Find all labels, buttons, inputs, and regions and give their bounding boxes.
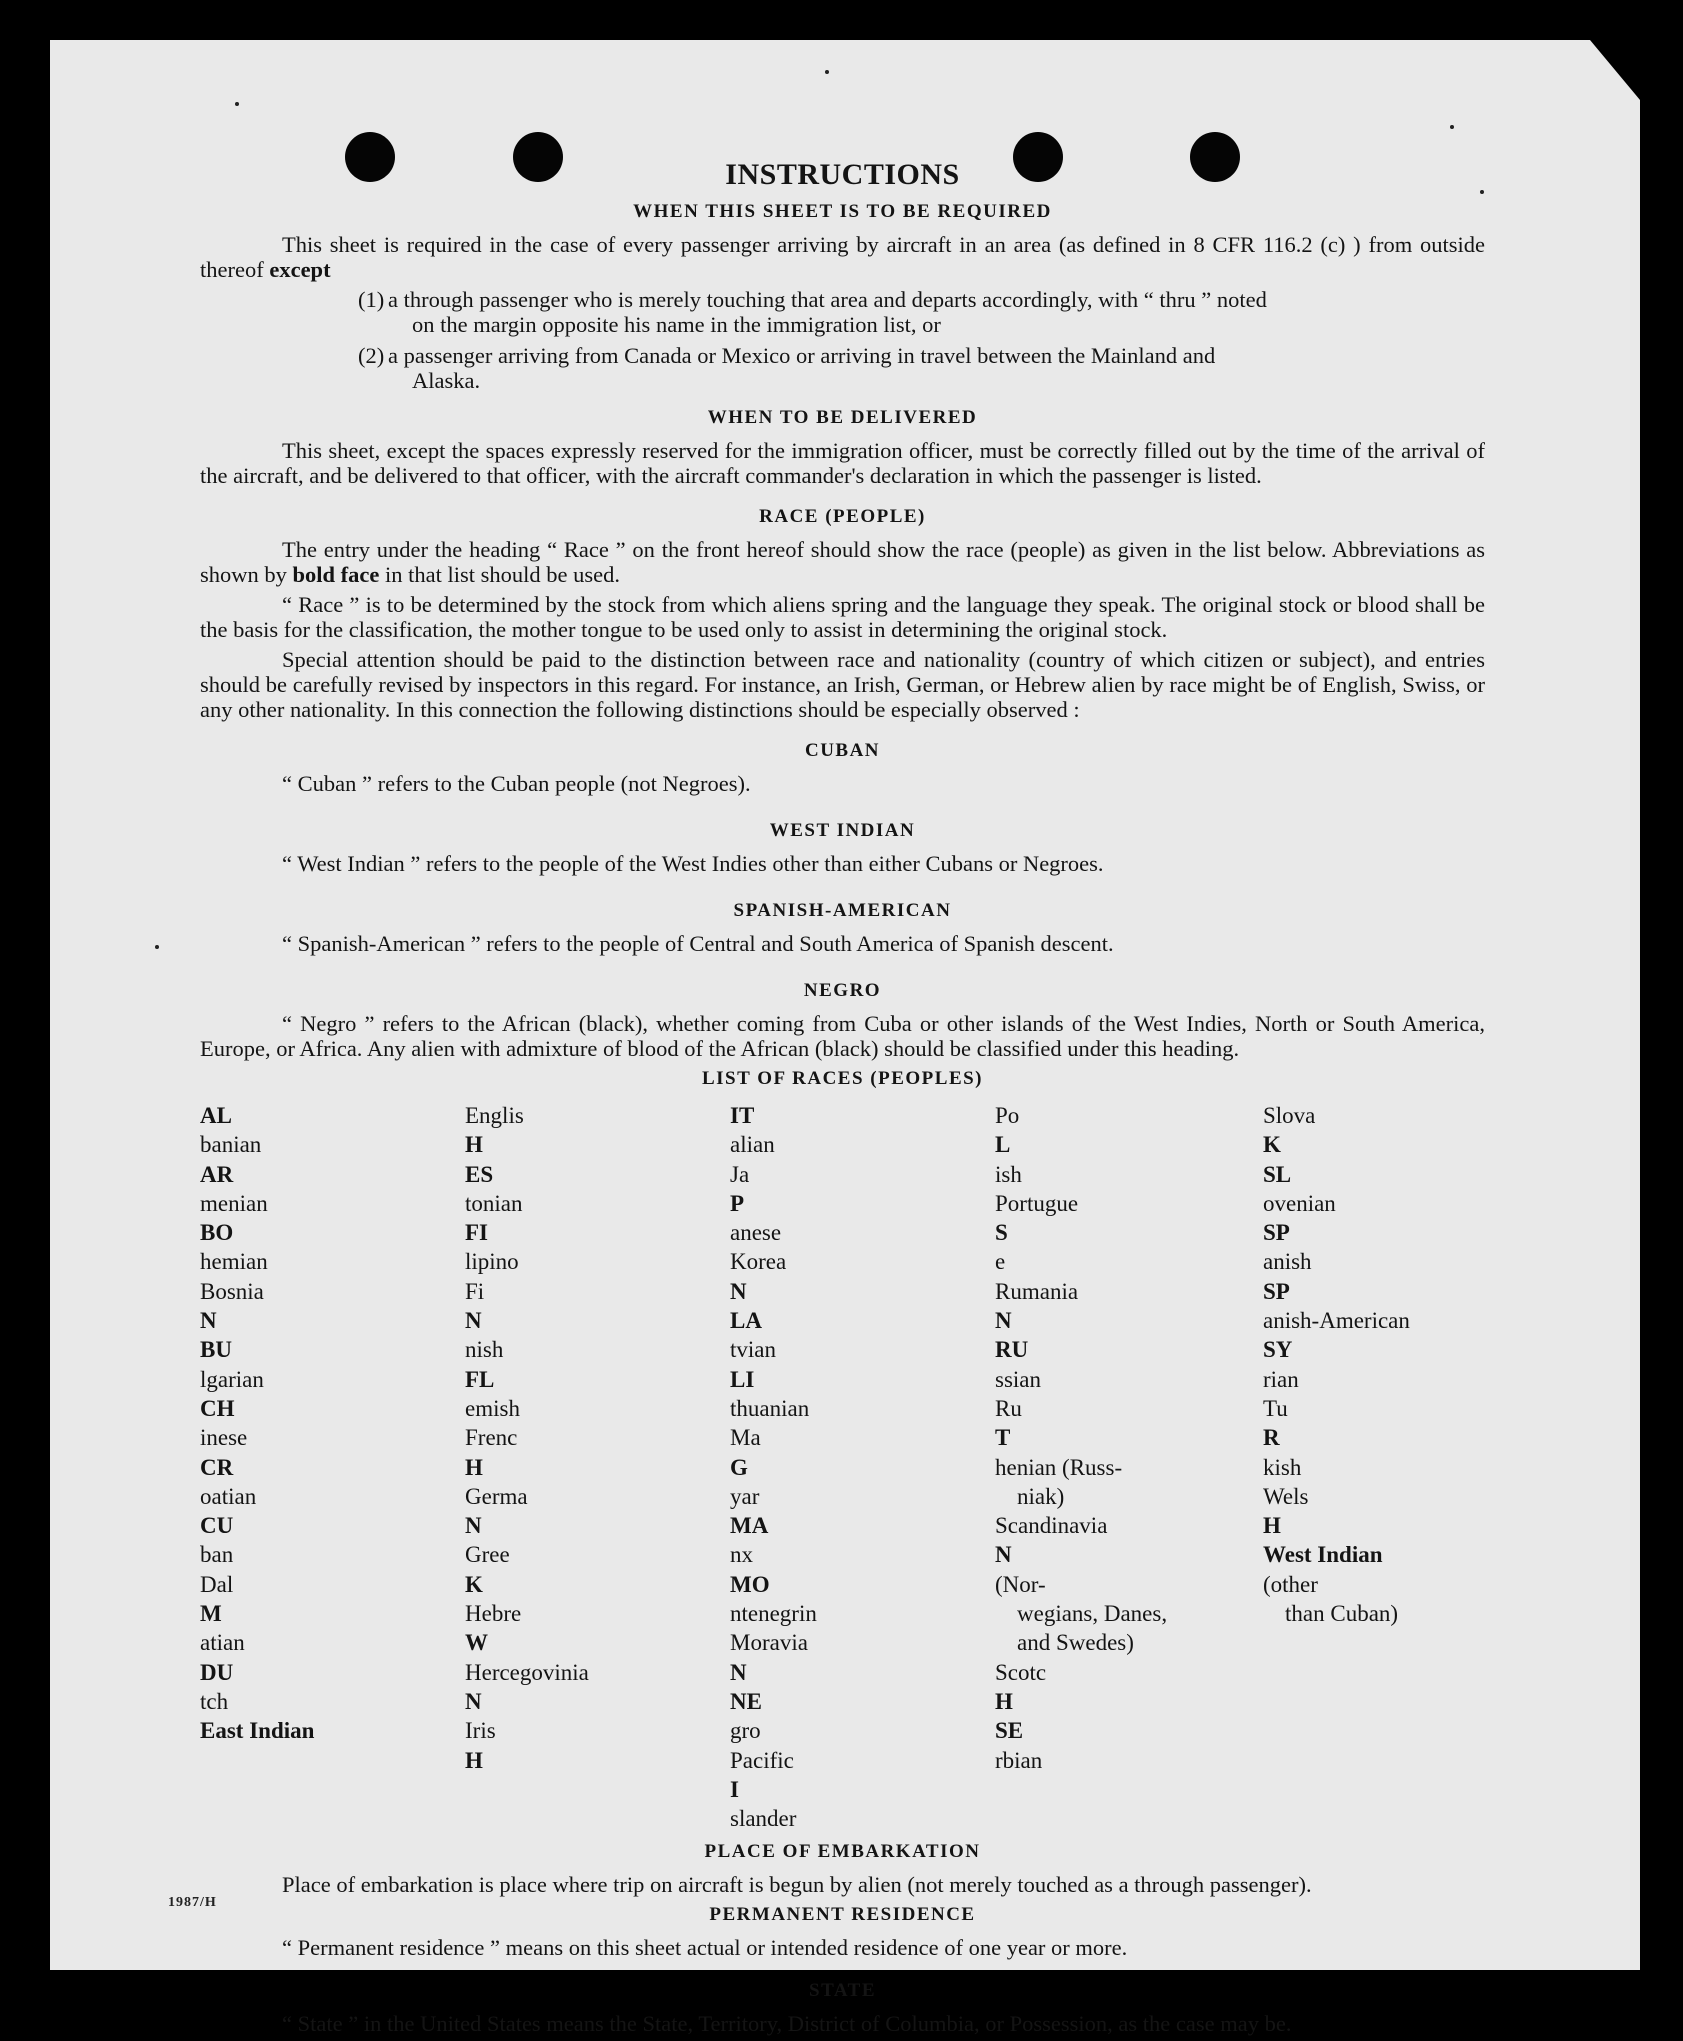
race-entry: Korea N: [730, 1249, 787, 1304]
section-heading: WEST INDIAN: [769, 820, 916, 841]
race-entry: AR menian: [200, 1161, 268, 1216]
section-heading: PERMANENT RESIDENCE: [709, 1904, 976, 1926]
race-entry: Ja P anese: [730, 1161, 782, 1246]
race-entry: Germa N: [465, 1483, 528, 1539]
race-entry: Fi N nish: [465, 1278, 504, 1363]
section-heading: SPANISH-AMERICAN: [733, 900, 952, 921]
paragraph: Special attention should be paid to the distinction between race and nationality (country of which citizen or subject), and entries should be carefully revised by inspectors in this regard. For instance, an Irish, German, or Hebrew alien by race might be of English, Swiss, or any other nationality. In this connection the following distinctions should be especially observed :: [200, 647, 1485, 722]
races-list: [200, 1101, 1485, 1833]
race-entry: CH inese: [200, 1395, 248, 1451]
race-entry: Portugue S e: [995, 1190, 1079, 1275]
race-entry: Iris H: [465, 1718, 496, 1773]
race-entry: than Cuban): [1285, 1601, 1399, 1627]
page-title: INSTRUCTIONS: [725, 158, 960, 191]
race-entry: Dal M atian: [200, 1571, 245, 1656]
section-heading: RACE (PEOPLE): [759, 506, 926, 527]
race-entry: Scandinavia N (Nor-: [995, 1513, 1108, 1597]
race-entry: FL emish: [465, 1366, 520, 1421]
races-column: [1263, 1101, 1485, 1833]
race-entry: SE rbian: [995, 1718, 1043, 1773]
race-entry: Tu R kish: [1263, 1395, 1302, 1480]
race-entry: East Indian: [200, 1718, 315, 1744]
race-entry: SL ovenian: [1263, 1161, 1336, 1216]
race-entry: Hercegovinia N: [465, 1659, 589, 1714]
paragraph: This sheet, except the spaces expressly reserved for the immigration officer, must be correctly filled out by the time of the arrival of the aircraft, and be delivered to that officer, with the aircraft commander's declaration in which the passenger is listed.: [200, 438, 1485, 488]
paragraph: “ Race ” is to be determined by the stock from which aliens spring and the language they speak. The original stock or blood shall be the basis for the classification, the mother tongue to be used only to assist in determining the original stock.: [200, 592, 1485, 642]
race-entry: Ru T henian (Russ-: [995, 1395, 1123, 1480]
race-entry: MA nx: [730, 1513, 769, 1568]
races-column: [730, 1101, 995, 1833]
race-entry: IT alian: [730, 1103, 775, 1158]
race-entry: FI lipino: [465, 1220, 519, 1275]
section-heading: WHEN TO BE DELIVERED: [707, 407, 978, 428]
paragraph: “ Cuban ” refers to the Cuban people (not Negroes).: [282, 771, 751, 796]
races-column: [465, 1101, 730, 1833]
race-entry: Bosnia N: [200, 1278, 264, 1334]
race-entry: SP anish-American: [1263, 1278, 1410, 1334]
race-entry: LA tvian: [730, 1308, 776, 1363]
paragraph: “ Permanent residence ” means on this sheet actual or intended residence of one year or more.: [282, 1935, 1128, 1961]
paragraph: “ Negro ” refers to the African (black), whether coming from Cuba or other islands of the West Indies, North or South America, Europe, or Africa. Any alien with admixture of blood of the African (black) should be classified under this heading.: [200, 1011, 1485, 1061]
race-entry: CR oatian: [200, 1454, 257, 1509]
paragraph: “ State ” in the United States means the State, Territory, District of Columbia, or Possession, as the case may be.: [282, 2011, 1292, 2037]
races-column: [200, 1101, 465, 1833]
list-item-continuation: on the margin opposite his name in the immigration list, or: [412, 312, 941, 337]
races-column: [995, 1101, 1263, 1833]
section-heading: NEGRO: [803, 980, 882, 1001]
section-heading: CUBAN: [804, 740, 881, 761]
race-entry: SY rian: [1263, 1337, 1299, 1392]
speck: [1450, 125, 1454, 129]
race-entry: ES tonian: [465, 1161, 523, 1216]
race-entry: MO ntenegrin: [730, 1571, 817, 1627]
paragraph: “ Spanish-American ” refers to the people of Central and South America of Spanish descent.: [282, 931, 1114, 956]
race-entry: RU ssian: [995, 1337, 1041, 1392]
list-item: (1) a through passenger who is merely touching that area and departs accordingly, with “ thru ” noted: [358, 287, 1267, 312]
speck: [825, 70, 829, 74]
race-entry: Pacific I slander: [730, 1747, 797, 1832]
race-entry: Ma G yar: [730, 1425, 761, 1509]
race-entry: niak): [1017, 1483, 1065, 1509]
race-entry: CU ban: [200, 1513, 234, 1568]
race-entry: DU tch: [200, 1659, 234, 1714]
race-entry: Englis H: [465, 1103, 524, 1158]
race-entry: Frenc H: [465, 1425, 518, 1480]
race-entry: BU lgarian: [200, 1337, 264, 1392]
instructions-body: [200, 158, 1485, 2041]
footer-mark: 1987/H: [168, 1895, 217, 1910]
section-heading: WHEN THIS SHEET IS TO BE REQUIRED: [633, 201, 1052, 222]
list-item: (2) a passenger arriving from Canada or Mexico or arriving in travel between the Mainland and: [358, 343, 1216, 368]
race-entry: Slova K: [1263, 1103, 1316, 1158]
race-entry: Po L ish: [995, 1103, 1022, 1187]
race-entry: AL banian: [200, 1103, 262, 1158]
race-entry: Rumania N: [995, 1278, 1079, 1334]
race-entry: SP anish: [1263, 1220, 1312, 1275]
paragraph: This sheet is required in the case of every passenger arriving by aircraft in an area (as defined in 8 CFR 116.2 (c) ) from outside thereof except: [200, 232, 1485, 282]
race-entry: Scotc H: [995, 1659, 1047, 1714]
list-item-continuation: Alaska.: [412, 368, 481, 393]
paragraph: “ West Indian ” refers to the people of the West Indies other than either Cubans or Negroes.: [282, 851, 1104, 876]
section-heading: PLACE OF EMBARKATION: [704, 1841, 981, 1863]
race-entry: and Swedes): [1017, 1630, 1134, 1656]
race-entry: Moravia N: [730, 1630, 808, 1685]
race-entry: Wels H: [1263, 1483, 1309, 1539]
speck: [155, 945, 159, 949]
section-heading: LIST OF RACES (PEOPLES): [701, 1068, 984, 1089]
race-entry: Gree K: [465, 1542, 510, 1597]
paragraph: The entry under the heading “ Race ” on the front hereof should show the race (people) as given in the list below. Abbreviations as shown by bold face in that list should be used.: [200, 537, 1485, 587]
exception-list: [358, 287, 1485, 393]
race-entry: NE gro: [730, 1688, 762, 1744]
race-entry: LI thuanian: [730, 1366, 810, 1421]
speck: [235, 102, 239, 106]
section-heading: STATE: [809, 1980, 876, 2002]
race-entry: BO hemian: [200, 1220, 268, 1275]
race-entry: Hebre W: [465, 1601, 522, 1656]
paragraph: Place of embarkation is place where trip on aircraft is begun by alien (not merely touched as a through passenger).: [282, 1872, 1312, 1898]
race-entry: West Indian (other: [1263, 1542, 1383, 1597]
race-entry: wegians, Danes,: [1017, 1601, 1168, 1627]
